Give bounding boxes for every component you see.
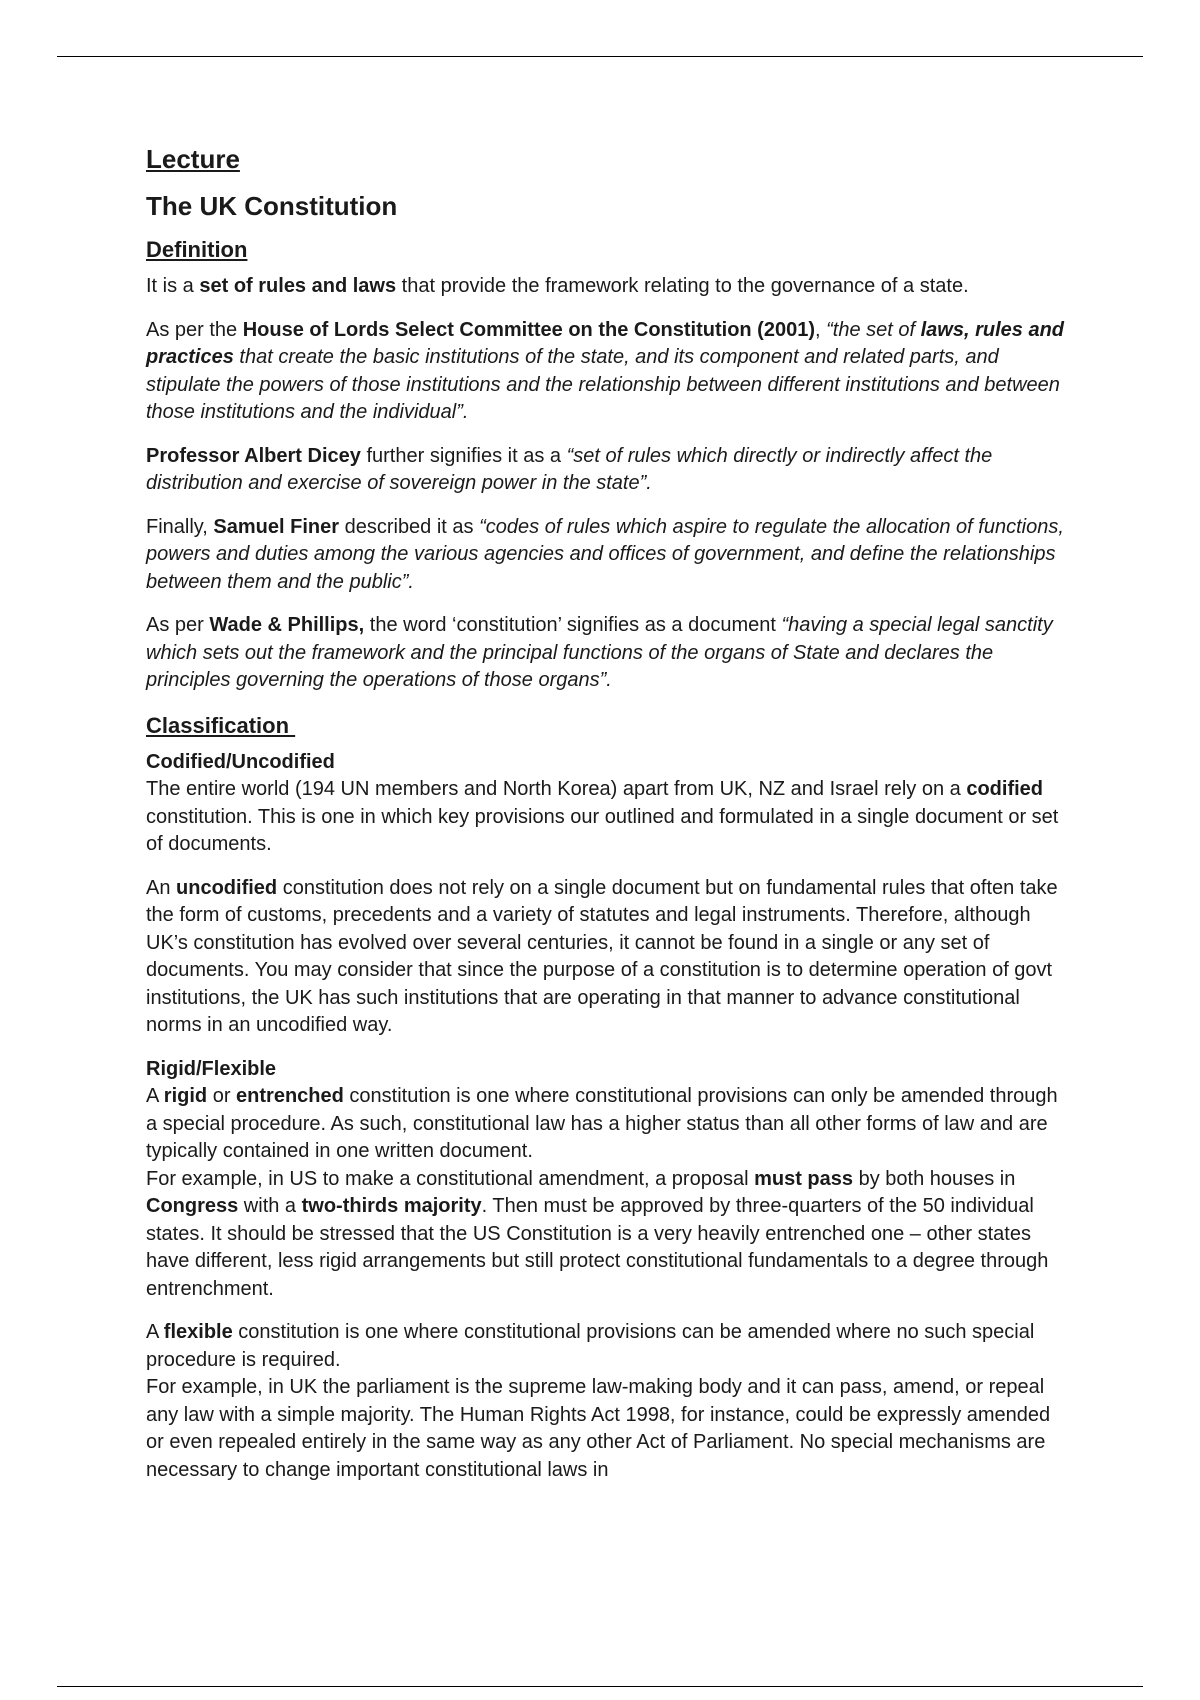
document-body (146, 142, 1066, 1500)
codified-paragraph-1: The entire world (194 UN members and North Korea) apart from UK, NZ and Israel rely on a codified constitution. This is one in which key provisions our outlined and formulated in a single document or set of documents. (146, 778, 1059, 855)
definition-paragraph-3: Professor Albert Dicey further signifies it as a “set of rules which directly or indirectly affect the distribution and exercise of sovereign power in the state”. (146, 444, 993, 494)
definition-paragraph-5: As per Wade & Phillips, the word ‘constitution’ signifies as a document “having a special legal sanctity which sets out the framework and the principal functions of the organs of State and declares the principles governing the operations of those organs”. (146, 614, 1053, 691)
flexible-paragraph-2: For example, in UK the parliament is the supreme law-making body and it can pass, amend, or repeal any law with a simple majority. The Human Rights Act 1998, for instance, could be expressly amended or even repealed entirely in the same way as any other Act of Parliament. No special mechanisms are necessary to change important constitutional laws in (146, 1376, 1051, 1481)
footer-rule (57, 1686, 1143, 1687)
document-title: The UK Constitution (146, 191, 398, 221)
heading-lecture: Lecture (146, 144, 240, 174)
section-heading-definition: Definition (146, 237, 248, 262)
section-heading-classification: Classification (146, 712, 296, 738)
subheading-rigid: Rigid/Flexible (146, 1057, 277, 1080)
definition-paragraph-4: Finally, Samuel Finer described it as “codes of rules which aspire to regulate the allocation of functions, powers and duties among the various agencies and offices of government, and define the relationships between them and the public”. (146, 515, 1064, 593)
subheading-codified: Codified/Uncodified (146, 750, 335, 773)
header-rule (57, 56, 1143, 57)
flexible-paragraph-1: A flexible constitution is one where constitutional provisions can be amended where no such special procedure is required. (146, 1321, 1035, 1371)
definition-paragraph-2: As per the House of Lords Select Committee on the Constitution (2001), “the set of laws, rules and practices that create the basic institutions of the state, and its component and related parts, and stipulate the powers of those institutions and the relationship between different institutions and between those institutions and the individual”. (146, 318, 1065, 423)
codified-paragraph-2: An uncodified constitution does not rely on a single document but on fundamental rules that often take the form of customs, precedents and a variety of statutes and legal instruments. Therefore, although UK’s constitution has evolved over several centuries, it cannot be found in a single or any set of documents. You may consider that since the purpose of a constitution is to determine operation of govt institutions, the UK has such institutions that are operating in that manner to advance constitutional norms in an uncodified way. (146, 876, 1058, 1036)
definition-paragraph-1: It is a set of rules and laws that provide the framework relating to the governance of a state. (146, 275, 969, 297)
rigid-paragraph-1: A rigid or entrenched constitution is one where constitutional provisions can only be amended through a special procedure. As such, constitutional law has a higher status than all other forms of law and are typically contained in one written document. (146, 1085, 1058, 1162)
rigid-paragraph-2: For example, in US to make a constitutional amendment, a proposal must pass by both houses in Congress with a two-thirds majority. Then must be approved by three-quarters of the 50 individual states. It should be stressed that the US Constitution is a very heavily entrenched one – other states have different, less rigid arrangements but still protect constitutional fundamentals to a degree through entrenchment. (146, 1167, 1049, 1300)
